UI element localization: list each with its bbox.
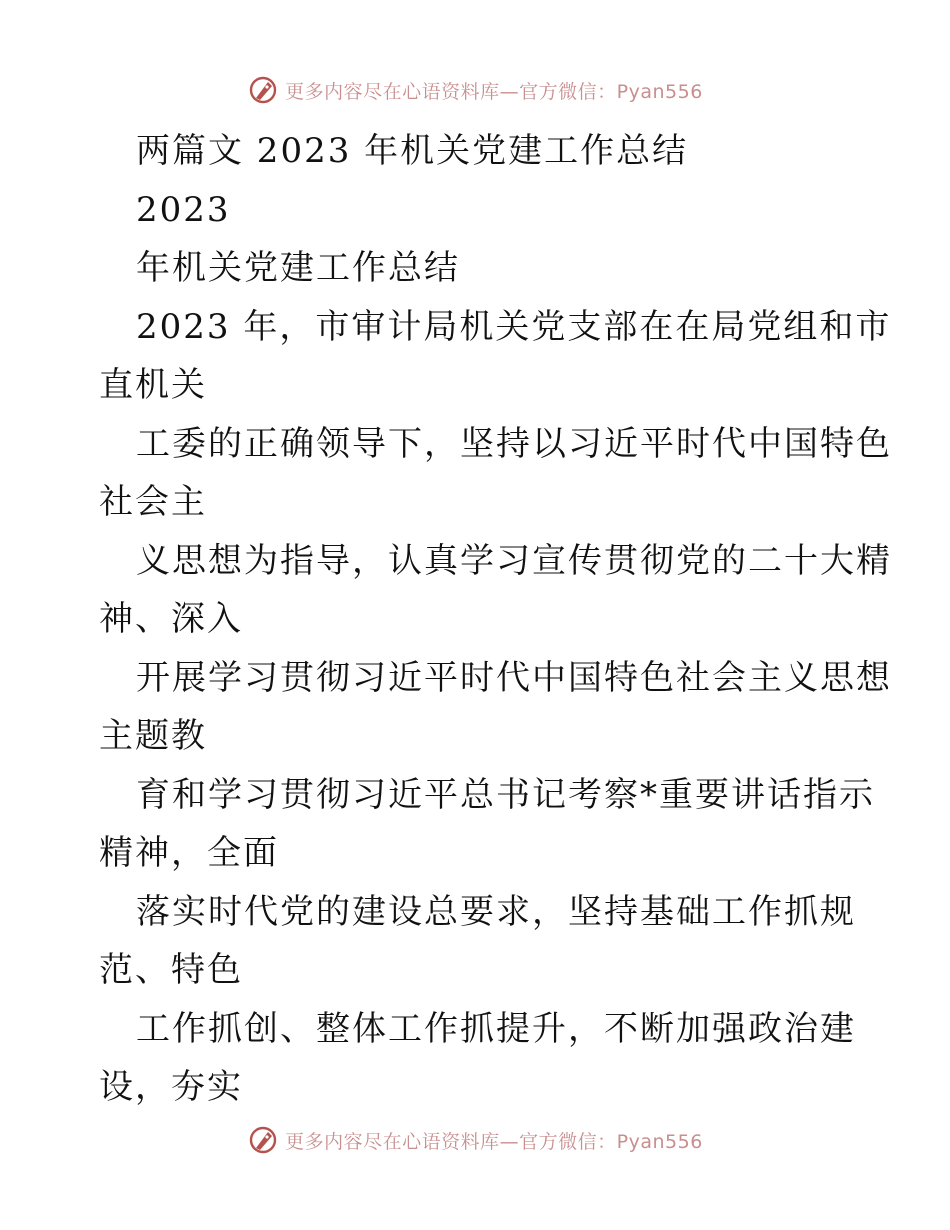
document-line: 育和学习贯彻习近平总书记考察*重要讲话指示 <box>136 774 875 815</box>
document-line: 2023 <box>136 189 231 230</box>
document-line: 义思想为指导，认真学习宣传贯彻党的二十大精 <box>136 540 892 581</box>
header-watermark-banner <box>0 70 950 110</box>
footer-watermark-banner <box>0 1120 950 1160</box>
document-line: 主题教 <box>99 716 207 756</box>
document-line: 开展学习贯彻习近平时代中国特色社会主义思想 <box>136 657 892 698</box>
document-line: 社会主 <box>99 482 207 522</box>
document-body <box>99 122 892 1117</box>
document-line: 两篇文 2023 年机关党建工作总结 <box>136 131 689 171</box>
pen-nib-logo-icon <box>247 74 279 106</box>
document-line: 范、特色 <box>99 950 243 990</box>
document-line: 工作抓创、整体工作抓提升，不断加强政治建 <box>136 1008 856 1049</box>
watermark-text: 更多内容尽在心语资料库—官方微信：Pyan556 <box>285 80 703 103</box>
document-line: 年机关党建工作总结 <box>136 248 460 288</box>
document-line: 设，夯实 <box>99 1067 243 1107</box>
document-line: 2023 年，市审计局机关党支部在在局党组和市 <box>136 306 892 347</box>
document-line: 神、深入 <box>99 599 243 639</box>
document-line: 精神，全面 <box>99 833 279 873</box>
document-line: 工委的正确领导下，坚持以习近平时代中国特色 <box>136 423 892 464</box>
pen-nib-logo-icon <box>247 1124 279 1156</box>
watermark-text: 更多内容尽在心语资料库—官方微信：Pyan556 <box>285 1130 703 1153</box>
document-line: 落实时代党的建设总要求，坚持基础工作抓规 <box>136 891 856 932</box>
document-line: 直机关 <box>99 365 207 405</box>
